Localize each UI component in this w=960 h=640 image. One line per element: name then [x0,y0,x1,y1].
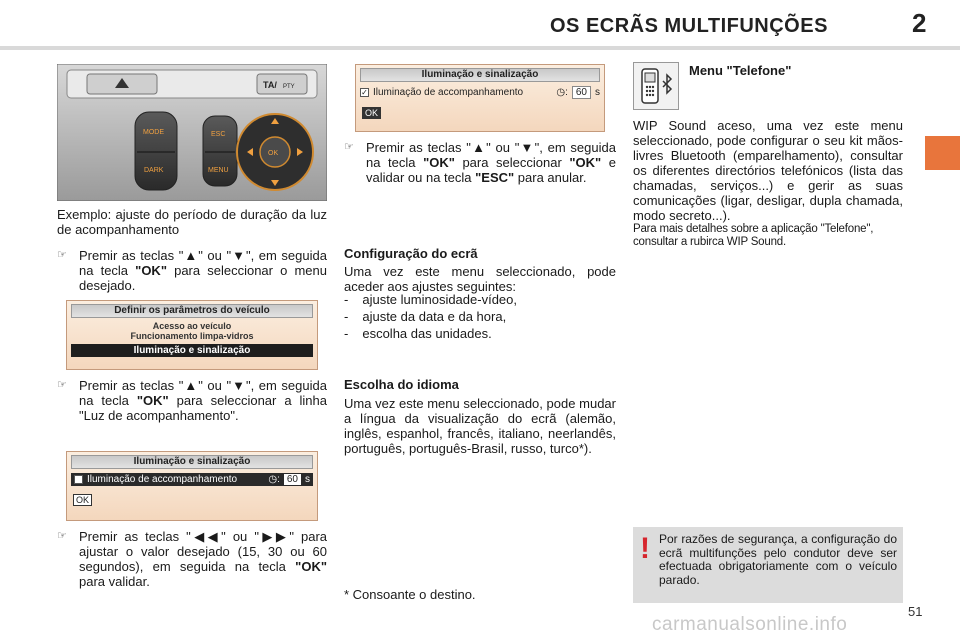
header-divider [0,46,960,50]
language-body: Uma vez este menu seleccionado, pode mudar a língua da visualização do ecrã (alemão, inglês, espanhol, francês, italiano, neerlandês, português, português-Brasil, russo, turco*). [344,396,616,456]
page-title: OS ECRÃS MULTIFUNÇÕES [550,15,828,37]
down-arrow-icon: ▼ [231,378,246,393]
step-1: ☞ Premir as teclas "▲" ou "▼", em seguida na tecla "OK" para seleccionar o menu desejado. [57,248,327,293]
step-3: ☞ Premir as teclas "◀◀" ou "▶▶" para ajustar o valor desejado (15, 30 ou 60 segundos), em seguida na tecla "OK" para validar. [57,529,328,589]
step-2: ☞ Premir as teclas "▲" ou "▼", em seguida na tecla "OK" para seleccionar a linha "Luz de acompanhamento". [57,378,327,423]
rewind-icon: ◀◀ [190,529,222,544]
screen-title: Definir os parâmetros do veículo [71,304,313,318]
value: 60 [572,86,591,99]
chapter-number: 2 [912,8,927,38]
panel-caption: Exemplo: ajuste do período de duração da luz de acompanhamento [57,207,327,237]
clock-icon: ◷: [556,87,568,98]
unit: s [305,474,310,485]
checkbox: ✓ [361,88,368,97]
dark-label: DARK [144,167,164,174]
down-arrow-icon: ▼ [519,140,535,155]
config-heading: Configuração do ecrã [344,246,478,261]
page-number: 51 [908,604,923,619]
list-item: ajuste luminosidade-vídeo, [362,292,517,307]
screen-title: Iluminação e sinalização [71,455,313,469]
pty-label: PTY [283,84,295,90]
value: 60 [284,474,301,485]
ok-label: OK [268,150,279,157]
warning-text: Por razões de segurança, a configuração do ecrã multifunções pelo condutor deve ser efectuada obrigatoriamente com o veículo parado. [659,532,897,587]
unit: s [595,87,600,98]
list-item: ajuste da data e da hora, [362,309,507,324]
up-arrow-icon: ▲ [470,140,487,155]
up-arrow-icon: ▲ [183,248,199,263]
control-panel-illustration [57,64,327,201]
phone-icon [633,62,679,110]
list-item: escolha das unidades. [362,326,492,341]
watermark: carmanualsonline.info [652,614,848,635]
fast-forward-icon: ▶▶ [258,529,290,544]
menu-item-lighting-selected: Iluminação e sinalização [71,344,313,357]
step-validate: ☞ Premir as teclas "▲" ou "▼", em seguida na tecla "OK" para seleccionar "OK" e validar ou na tecla "ESC" para anular. [344,140,616,185]
pointer-icon: ☞ [57,379,67,391]
pointer-icon: ☞ [57,530,67,542]
checkbox: ✓ [75,475,82,484]
pointer-icon: ☞ [57,249,67,261]
config-intro: Uma vez este menu seleccionado, pode aceder aos ajustes seguintes: [344,264,616,294]
ok-button-selected: OK [362,107,381,119]
warning-icon: ! [640,532,650,565]
screen-lighting-2 [355,64,605,132]
screen-vehicle-params [66,300,318,370]
screen-title: Iluminação e sinalização [360,68,600,82]
clock-icon: ◷: [268,474,280,485]
menu-item-vehicle-access: Acesso ao veículo [152,321,232,331]
down-arrow-icon: ▼ [231,248,246,263]
up-arrow-icon: ▲ [183,378,199,393]
config-list: - ajuste luminosidade-vídeo, - ajuste da data e da hora, - escolha das unidades. [344,292,517,341]
esc-label: ESC [211,131,226,138]
menu-item-wipers: Funcionamento limpa-vidros [130,331,254,341]
chapter-tab [925,136,960,170]
footnote: * Consoante o destino. [344,587,476,602]
pointer-icon: ☞ [344,141,354,153]
telefone-heading: Menu "Telefone" [689,63,792,78]
telefone-note: Para mais detalhes sobre a aplicação "Telefone", consultar a rubirca WIP Sound. [633,223,874,248]
language-heading: Escolha do idioma [344,377,459,392]
menu-label: MENU [208,167,229,174]
screen-lighting-1 [66,451,318,521]
row-label: Iluminação de accompanhamento [87,474,238,485]
row-label: Iluminação de accompanhamento [373,87,524,98]
telefone-body: WIP Sound aceso, uma vez este menu seleccionado, pode configurar o seu kit mãos-livres Bluetooth (emparelhamento), consultar os diferentes directórios telefónicos (lista das chamadas, serviços...) e gerir as suas comunicações (ligar, desligar, dupla chamada, modo secreto...). [633,118,903,223]
mode-label: MODE [143,129,164,136]
ta-label: TA/ [263,80,277,90]
ok-button: OK [73,494,92,506]
